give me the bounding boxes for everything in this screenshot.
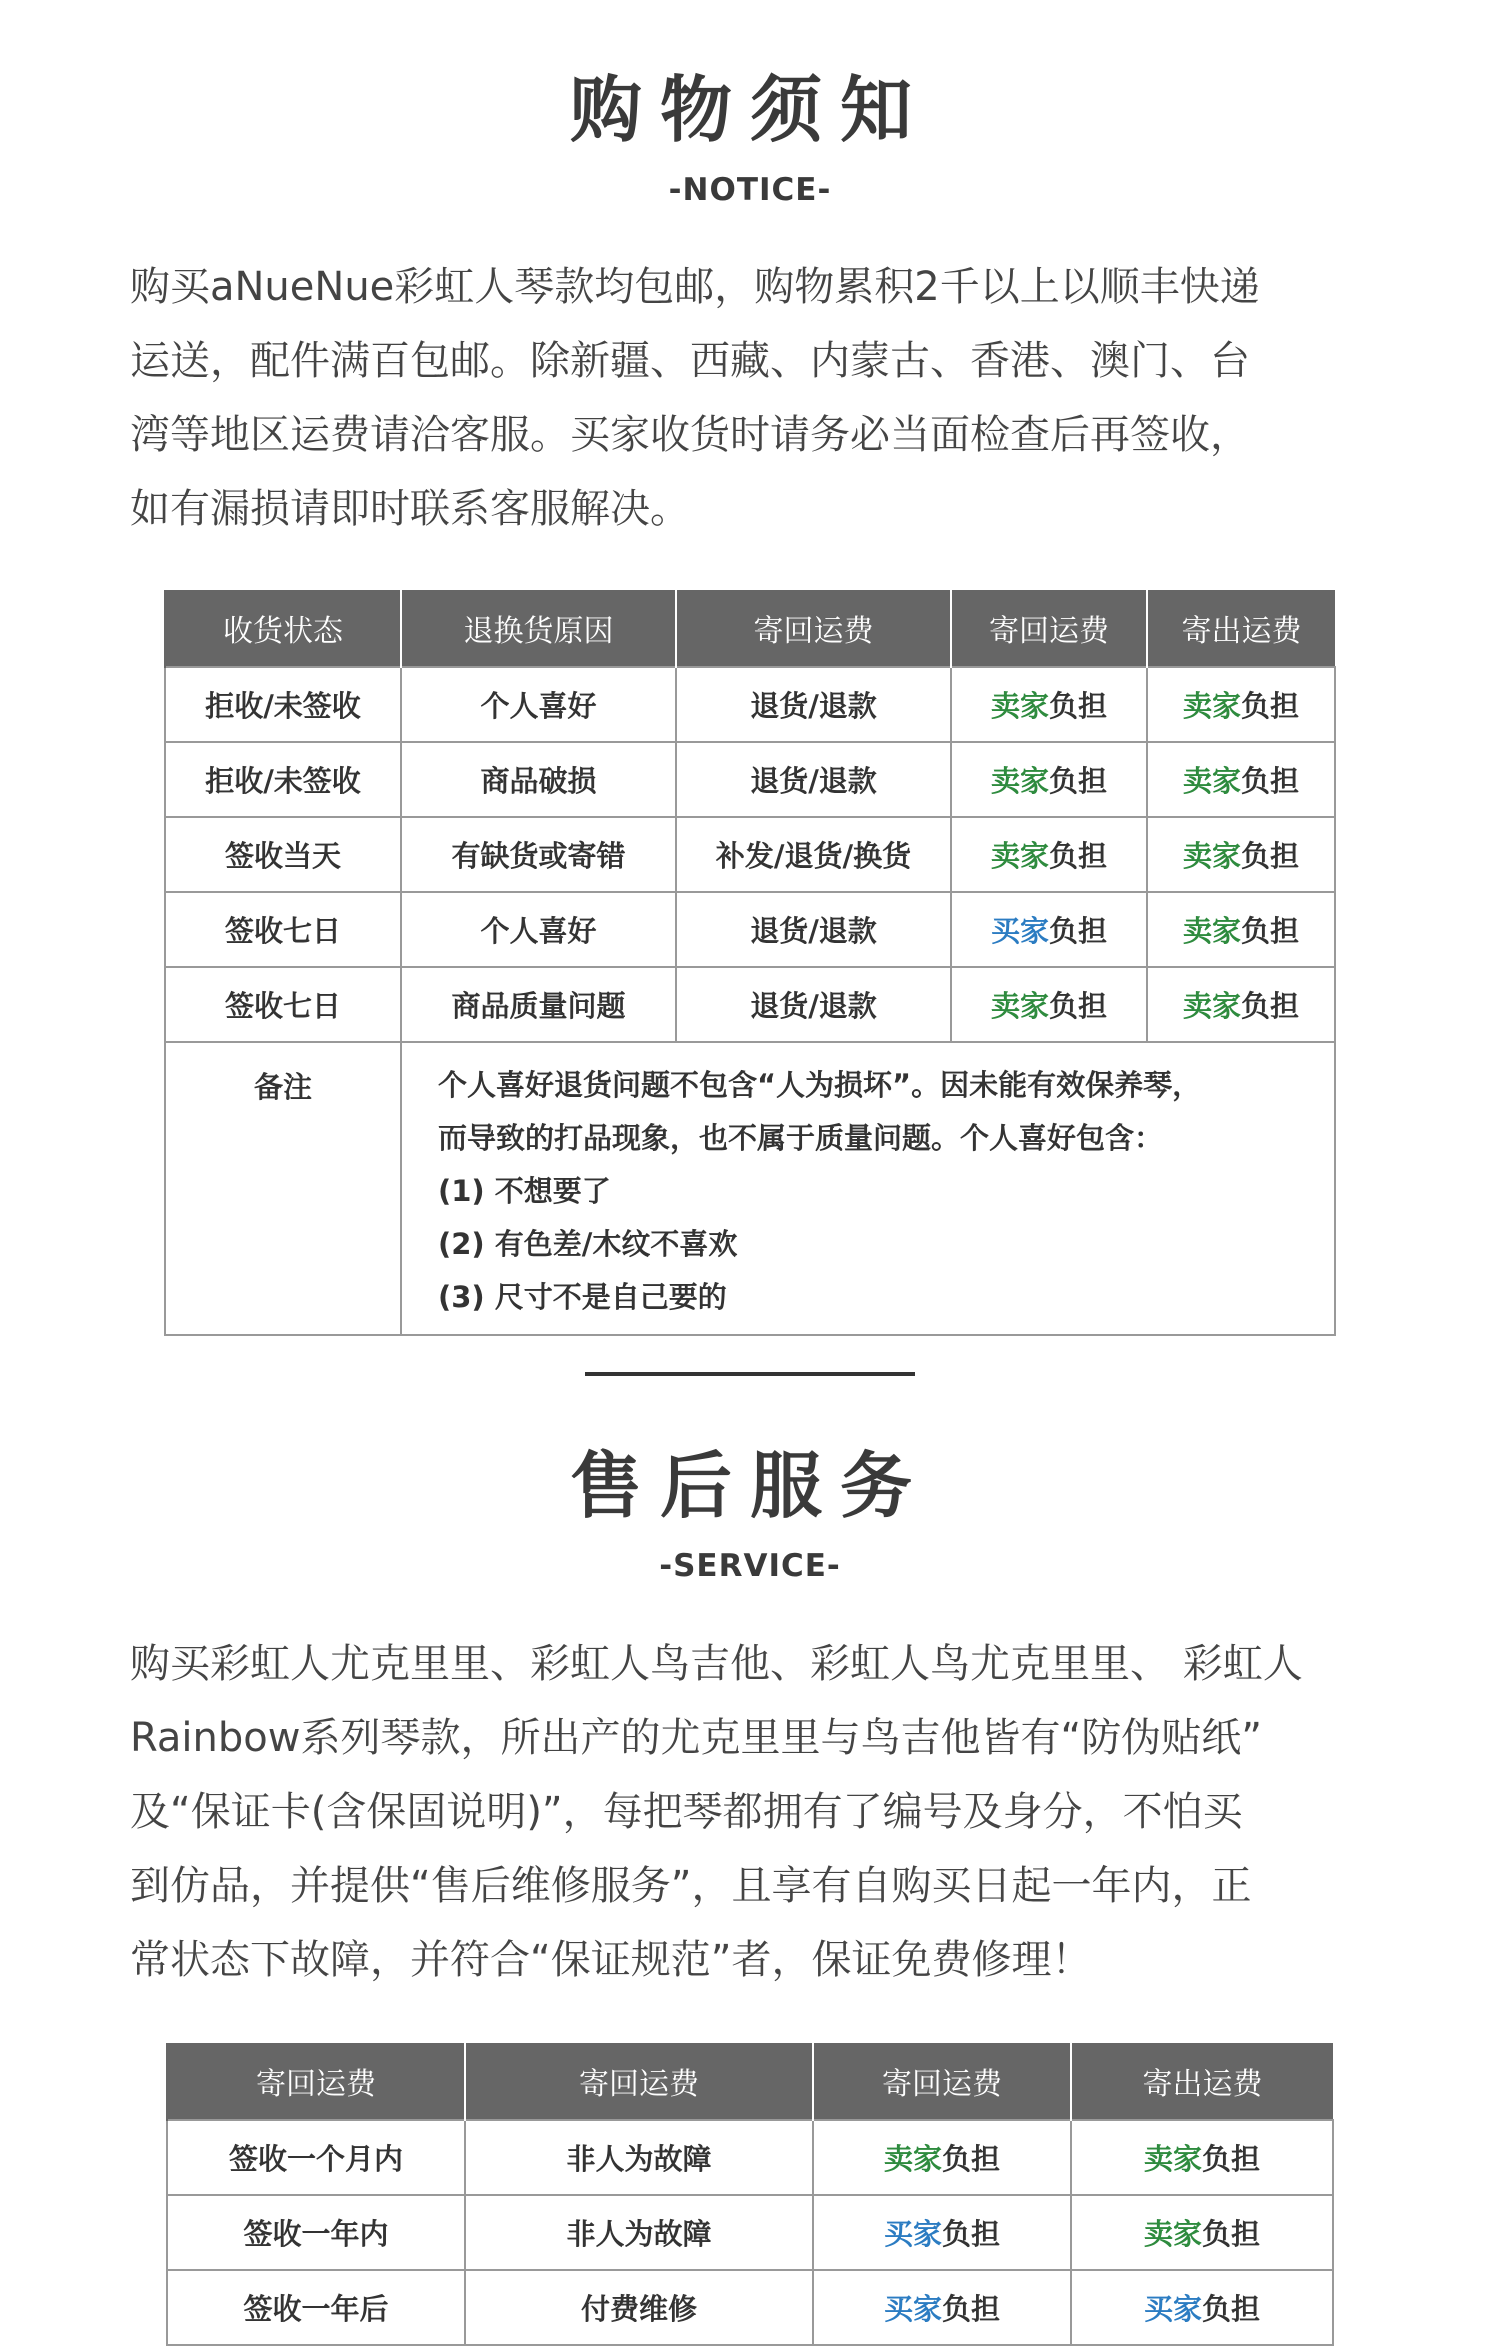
payer-suffix: 负担: [1241, 689, 1300, 723]
table-cell: [813, 2120, 1071, 2195]
table-row: [165, 967, 1335, 1042]
notice-paragraph-line: 湾等地区运费请洽客服。买家收货时请务必当面检查后再签收，: [130, 412, 1250, 458]
note-line: 个人喜好退货问题不包含“人为损坏”。因未能有效保养琴，: [438, 1068, 1202, 1102]
service-title: 售后服务: [569, 1444, 930, 1528]
table-cell: 退货/退款: [676, 892, 951, 967]
column-header: 寄出运费: [1147, 590, 1335, 667]
payer-name: 卖家: [1182, 839, 1241, 873]
payer-name: 卖家: [1143, 2217, 1202, 2251]
note-row: [165, 1042, 1335, 1335]
table-cell: 补发/退货/换货: [676, 817, 951, 892]
payer-suffix: 负担: [1241, 989, 1300, 1023]
table-cell: [1147, 817, 1335, 892]
payer-name: 卖家: [990, 839, 1049, 873]
table-row: [165, 892, 1335, 967]
table-row: [165, 817, 1335, 892]
payer-name: 买家: [883, 2292, 942, 2326]
table-cell: 签收当天: [165, 817, 401, 892]
table-cell: 拒收/未签收: [165, 667, 401, 742]
notice-paragraph: [130, 250, 1375, 546]
table-cell: 签收一个月内: [167, 2120, 465, 2195]
note-line: (1) 不想要了: [438, 1174, 611, 1208]
payer-suffix: 负担: [1049, 689, 1108, 723]
column-header: 寄回运费: [465, 2043, 813, 2120]
table-cell: 退货/退款: [676, 967, 951, 1042]
column-header: 寄回运费: [167, 2043, 465, 2120]
column-header: 退换货原因: [401, 590, 676, 667]
notice-table-header-row: [165, 590, 1335, 667]
payer-suffix: 负担: [1202, 2142, 1261, 2176]
column-header: 寄回运费: [951, 590, 1147, 667]
payer-name: 卖家: [990, 689, 1049, 723]
payer-suffix: 负担: [1241, 914, 1300, 948]
payer-suffix: 负担: [1241, 764, 1300, 798]
payer-name: 买家: [990, 914, 1049, 948]
notice-paragraph-line: 运送，配件满百包邮。除新疆、西藏、内蒙古、香港、澳门、台: [130, 338, 1250, 384]
service-paragraph-line: 常状态下故障，并符合“保证规范”者，保证免费修理！: [130, 1937, 1092, 1983]
table-cell: 拒收/未签收: [165, 742, 401, 817]
notice-subtitle: -NOTICE-: [668, 172, 832, 208]
table-row: [167, 2120, 1333, 2195]
payer-name: 卖家: [990, 764, 1049, 798]
table-cell: 签收七日: [165, 892, 401, 967]
table-cell: [951, 892, 1147, 967]
table-cell: [1071, 2195, 1333, 2270]
service-paragraph-line: 购买彩虹人尤克里里、彩虹人鸟吉他、彩虹人鸟尤克里里、 彩虹人: [130, 1641, 1303, 1687]
notice-table-body: [165, 667, 1335, 1335]
table-cell: 签收一年后: [167, 2270, 465, 2345]
payer-suffix: 负担: [1202, 2292, 1261, 2326]
column-header: 寄出运费: [1071, 2043, 1333, 2120]
table-cell: 付费维修: [465, 2270, 813, 2345]
table-cell: [1147, 892, 1335, 967]
table-cell: [1147, 742, 1335, 817]
payer-name: 卖家: [883, 2142, 942, 2176]
table-cell: [951, 742, 1147, 817]
payer-suffix: 负担: [942, 2142, 1001, 2176]
payer-suffix: 负担: [1049, 914, 1108, 948]
payer-suffix: 负担: [1049, 989, 1108, 1023]
table-cell: 签收一年内: [167, 2195, 465, 2270]
payer-suffix: 负担: [1049, 764, 1108, 798]
notice-table: [164, 590, 1336, 1336]
notice-paragraph-line: 如有漏损请即时联系客服解决。: [130, 486, 690, 532]
section-divider: [585, 1372, 915, 1376]
payer-name: 卖家: [1182, 764, 1241, 798]
table-cell: 商品破损: [401, 742, 676, 817]
service-paragraph-line: Rainbow系列琴款，所出产的尤克里里与鸟吉他皆有“防伪贴纸”: [130, 1715, 1262, 1761]
service-paragraph-line: 到仿品，并提供“售后维修服务”，且享有自购买日起一年内，正: [130, 1863, 1252, 1909]
service-paragraph: [130, 1627, 1375, 1997]
table-row: [167, 2270, 1333, 2345]
table-cell: [951, 817, 1147, 892]
note-label: 备注: [165, 1042, 401, 1335]
note-line: (3) 尺寸不是自己要的: [438, 1280, 727, 1314]
column-header: 寄回运费: [813, 2043, 1071, 2120]
note-line: (2) 有色差/木纹不喜欢: [438, 1227, 738, 1261]
table-cell: 个人喜好: [401, 892, 676, 967]
payer-name: 卖家: [990, 989, 1049, 1023]
notice-paragraph-line: 购买aNueNue彩虹人琴款均包邮，购物累积2千以上以顺丰快递: [130, 264, 1260, 310]
table-cell: 个人喜好: [401, 667, 676, 742]
table-cell: 非人为故障: [465, 2195, 813, 2270]
table-cell: 商品质量问题: [401, 967, 676, 1042]
table-cell: [1147, 667, 1335, 742]
note-body: [401, 1042, 1335, 1335]
payer-name: 卖家: [1182, 914, 1241, 948]
payer-name: 买家: [883, 2217, 942, 2251]
column-header: 收货状态: [165, 590, 401, 667]
service-table-header-row: [167, 2043, 1333, 2120]
service-paragraph-line: 及“保证卡(含保固说明)”，每把琴都拥有了编号及身分，不怕买: [130, 1789, 1243, 1835]
service-table-body: [167, 2120, 1333, 2345]
payer-suffix: 负担: [942, 2217, 1001, 2251]
table-cell: 退货/退款: [676, 667, 951, 742]
table-cell: [951, 667, 1147, 742]
note-line: 而导致的打品现象，也不属于质量问题。个人喜好包含：: [438, 1121, 1164, 1155]
notice-title: 购物须知: [569, 68, 930, 152]
payer-name: 卖家: [1182, 689, 1241, 723]
payer-suffix: 负担: [1049, 839, 1108, 873]
table-cell: [951, 967, 1147, 1042]
payer-name: 卖家: [1182, 989, 1241, 1023]
table-cell: [1071, 2270, 1333, 2345]
table-cell: [1071, 2120, 1333, 2195]
table-row: [167, 2195, 1333, 2270]
service-table: [166, 2043, 1334, 2346]
payer-suffix: 负担: [1202, 2217, 1261, 2251]
service-subtitle: -SERVICE-: [659, 1548, 841, 1584]
payer-suffix: 负担: [1241, 839, 1300, 873]
table-cell: [1147, 967, 1335, 1042]
table-cell: 有缺货或寄错: [401, 817, 676, 892]
payer-name: 卖家: [1143, 2142, 1202, 2176]
table-cell: 退货/退款: [676, 742, 951, 817]
table-cell: 签收七日: [165, 967, 401, 1042]
table-cell: 非人为故障: [465, 2120, 813, 2195]
column-header: 寄回运费: [676, 590, 951, 667]
payer-suffix: 负担: [942, 2292, 1001, 2326]
table-row: [165, 667, 1335, 742]
table-cell: [813, 2270, 1071, 2345]
table-row: [165, 742, 1335, 817]
payer-name: 买家: [1143, 2292, 1202, 2326]
table-cell: [813, 2195, 1071, 2270]
